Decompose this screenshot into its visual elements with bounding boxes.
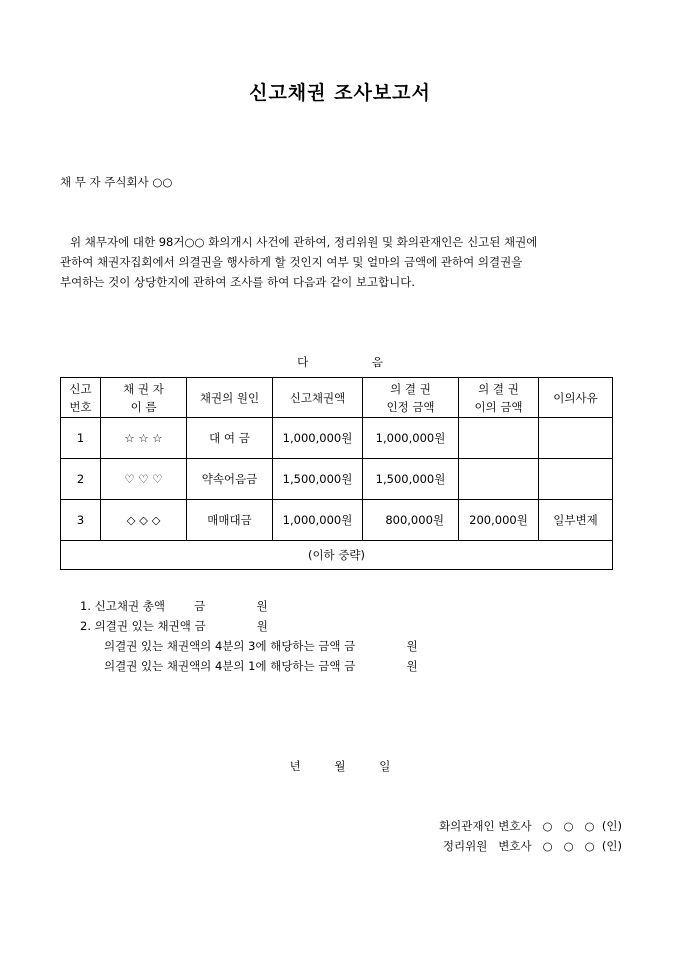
table-row [61,459,613,500]
header-claim-cause: 채권의 원인 [187,378,273,418]
claims-table [60,377,613,570]
cell-claimed: 1,000,000원 [273,418,363,459]
cell-reason [539,459,613,500]
section-heading: 다 음 [297,355,383,369]
cell-creditor: ◇ ◇ ◇ [101,500,187,541]
cell-recognized: 1,000,000원 [363,418,459,459]
header-objection-reason: 이의사유 [539,378,613,418]
table-row [61,418,613,459]
intro-paragraph-line: 관하여 채권자집회에서 의결권을 행사하게 할 것인지 여부 및 얼마의 금액에 관하여 의결권을 [60,255,523,269]
header-creditor-line2: 이 름 [130,399,157,414]
cell-objected: 200,000원 [459,500,539,541]
cell-report-no: 2 [61,459,101,500]
summary-total-claims: 1. 신고채권 총액 금 원 [80,599,268,613]
cell-reason: 일부변제 [539,500,613,541]
cell-objected [459,459,539,500]
trustee-signature: 화의관재인 변호사 ○ ○ ○ (인) [439,819,622,833]
debtor-line: 채 무 자 주식회사 ○○ [60,175,173,189]
header-recognized-line2: 인정 금액 [386,399,435,414]
page-title: 신고채권 조사보고서 [249,82,431,104]
header-report-no-line1: 신고 [69,381,92,396]
cell-report-no: 3 [61,500,101,541]
committee-signature: 정리위원 변호사 ○ ○ ○ (인) [442,839,622,853]
header-objected-line1: 의 결 권 [478,381,519,396]
cell-cause: 매매대금 [187,500,273,541]
summary-one-quarter: 의결권 있는 채권액의 4분의 1에 해당하는 금액 금 원 [104,659,418,673]
summary-voting-claims: 2. 의결권 있는 채권액 금 원 [80,619,268,633]
header-claimed-amount: 신고채권액 [273,378,363,418]
intro-paragraph-line: 위 채무자에 대한 98거○○ 화의개시 사건에 관하여, 정리위원 및 화의관재인은 신고된 채권에 [70,235,538,249]
header-recognized-amount [363,378,459,418]
date-line: 년 월 일 [289,759,391,773]
summary-block [80,596,418,676]
header-creditor-name [101,378,187,418]
header-objected-amount [459,378,539,418]
cell-claimed: 1,500,000원 [273,459,363,500]
header-report-no-line2: 번호 [69,399,92,414]
cell-claimed: 1,000,000원 [273,500,363,541]
table-row [61,500,613,541]
summary-three-quarters: 의결권 있는 채권액의 4분의 3에 해당하는 금액 금 원 [104,639,418,653]
cell-report-no: 1 [61,418,101,459]
cell-creditor: ☆ ☆ ☆ [101,418,187,459]
table-omitted-row [61,541,613,570]
intro-paragraph [60,232,620,292]
cell-reason [539,418,613,459]
cell-cause: 대 여 금 [187,418,273,459]
cell-recognized: 800,000원 [363,500,459,541]
intro-paragraph-line: 부여하는 것이 상당한지에 관하여 조사를 하여 다음과 같이 보고합니다. [60,275,416,289]
cell-omitted: (이하 중략) [61,541,613,570]
cell-creditor: ♡ ♡ ♡ [101,459,187,500]
cell-objected [459,418,539,459]
header-objected-line2: 이의 금액 [474,399,523,414]
header-creditor-line1: 채 권 자 [123,381,164,396]
cell-recognized: 1,500,000원 [363,459,459,500]
header-recognized-line1: 의 결 권 [390,381,431,396]
header-report-no [61,378,101,418]
cell-cause: 약속어음금 [187,459,273,500]
table-header-row [61,378,613,418]
